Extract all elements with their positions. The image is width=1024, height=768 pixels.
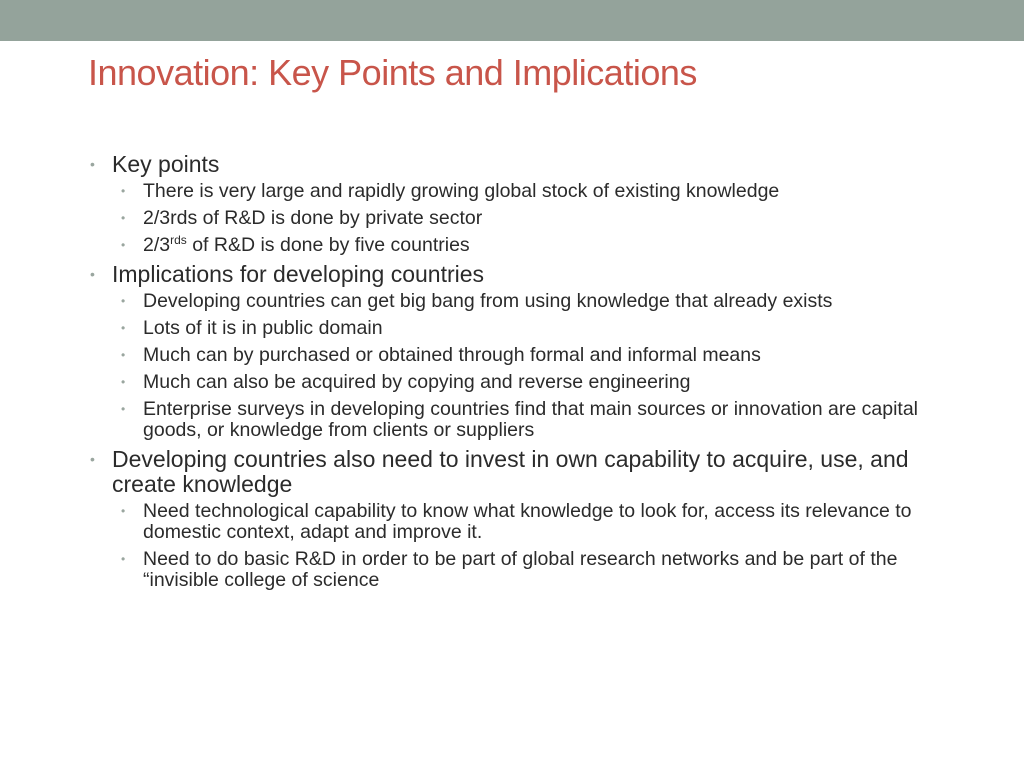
bullet-dot-icon: • <box>121 348 126 362</box>
bullet-dot-icon: • <box>121 238 126 252</box>
bullet-invest-capability <box>88 447 938 497</box>
superscript: rds <box>170 233 187 247</box>
bullet-text: Implications for developing countries <box>112 261 485 287</box>
bullet-text: Key points <box>112 151 220 177</box>
sub-bullet-text-pre: 2/3 <box>143 234 171 256</box>
sub-bullet-text: Much can also be acquired by copying and reverse engineering <box>143 371 691 393</box>
bullet-dot-icon: • <box>121 402 126 416</box>
sub-bullet-list <box>88 181 938 256</box>
sub-bullet-text: Need to do basic R&D in order to be part of global research networks and be part of the “invisible college of science <box>143 548 898 591</box>
sub-bullet-list <box>88 291 938 441</box>
bullet-key-points <box>88 152 938 177</box>
bullet-dot-icon: • <box>121 552 126 566</box>
bullet-text: Developing countries also need to invest in own capability to acquire, use, and create knowledge <box>112 446 909 497</box>
bullet-dot-icon: • <box>121 321 126 335</box>
bullet-list <box>88 152 938 597</box>
bullet-dot-icon: • <box>121 184 126 198</box>
bullet-dot-icon: • <box>121 294 126 308</box>
sub-bullet <box>112 345 938 366</box>
bullet-dot-icon: • <box>90 266 95 282</box>
sub-bullet <box>112 399 938 441</box>
sub-bullet <box>112 235 938 256</box>
sub-bullet <box>112 372 938 393</box>
sub-bullet <box>112 181 938 202</box>
sub-bullet-text: 2/3rds of R&D is done by private sector <box>143 207 483 229</box>
bullet-dot-icon: • <box>90 156 95 172</box>
sub-bullet-list <box>88 501 938 591</box>
slide-title: Innovation: Key Points and Implications <box>88 52 697 93</box>
sub-bullet <box>112 501 938 543</box>
sub-bullet-text-post: of R&D is done by five countries <box>186 234 470 256</box>
sub-bullet-text: Lots of it is in public domain <box>143 317 383 339</box>
sub-bullet <box>112 291 938 312</box>
sub-bullet <box>112 208 938 229</box>
sub-bullet-text: Much can by purchased or obtained through formal and informal means <box>143 344 761 366</box>
sub-bullet-text: There is very large and rapidly growing global stock of existing knowledge <box>143 180 780 202</box>
sub-bullet-text: Developing countries can get big bang from using knowledge that already exists <box>143 290 833 312</box>
header-band <box>0 0 1024 41</box>
sub-bullet <box>112 549 938 591</box>
sub-bullet-text: Enterprise surveys in developing countries find that main sources or innovation are capital goods, or knowledge from clients or suppliers <box>143 398 919 441</box>
bullet-dot-icon: • <box>90 451 95 467</box>
bullet-dot-icon: • <box>121 211 126 225</box>
bullet-implications <box>88 262 938 287</box>
bullet-dot-icon: • <box>121 375 126 389</box>
sub-bullet-text: Need technological capability to know what knowledge to look for, access its relevance to domestic context, adapt and improve it. <box>143 500 912 543</box>
sub-bullet <box>112 318 938 339</box>
bullet-dot-icon: • <box>121 504 126 518</box>
